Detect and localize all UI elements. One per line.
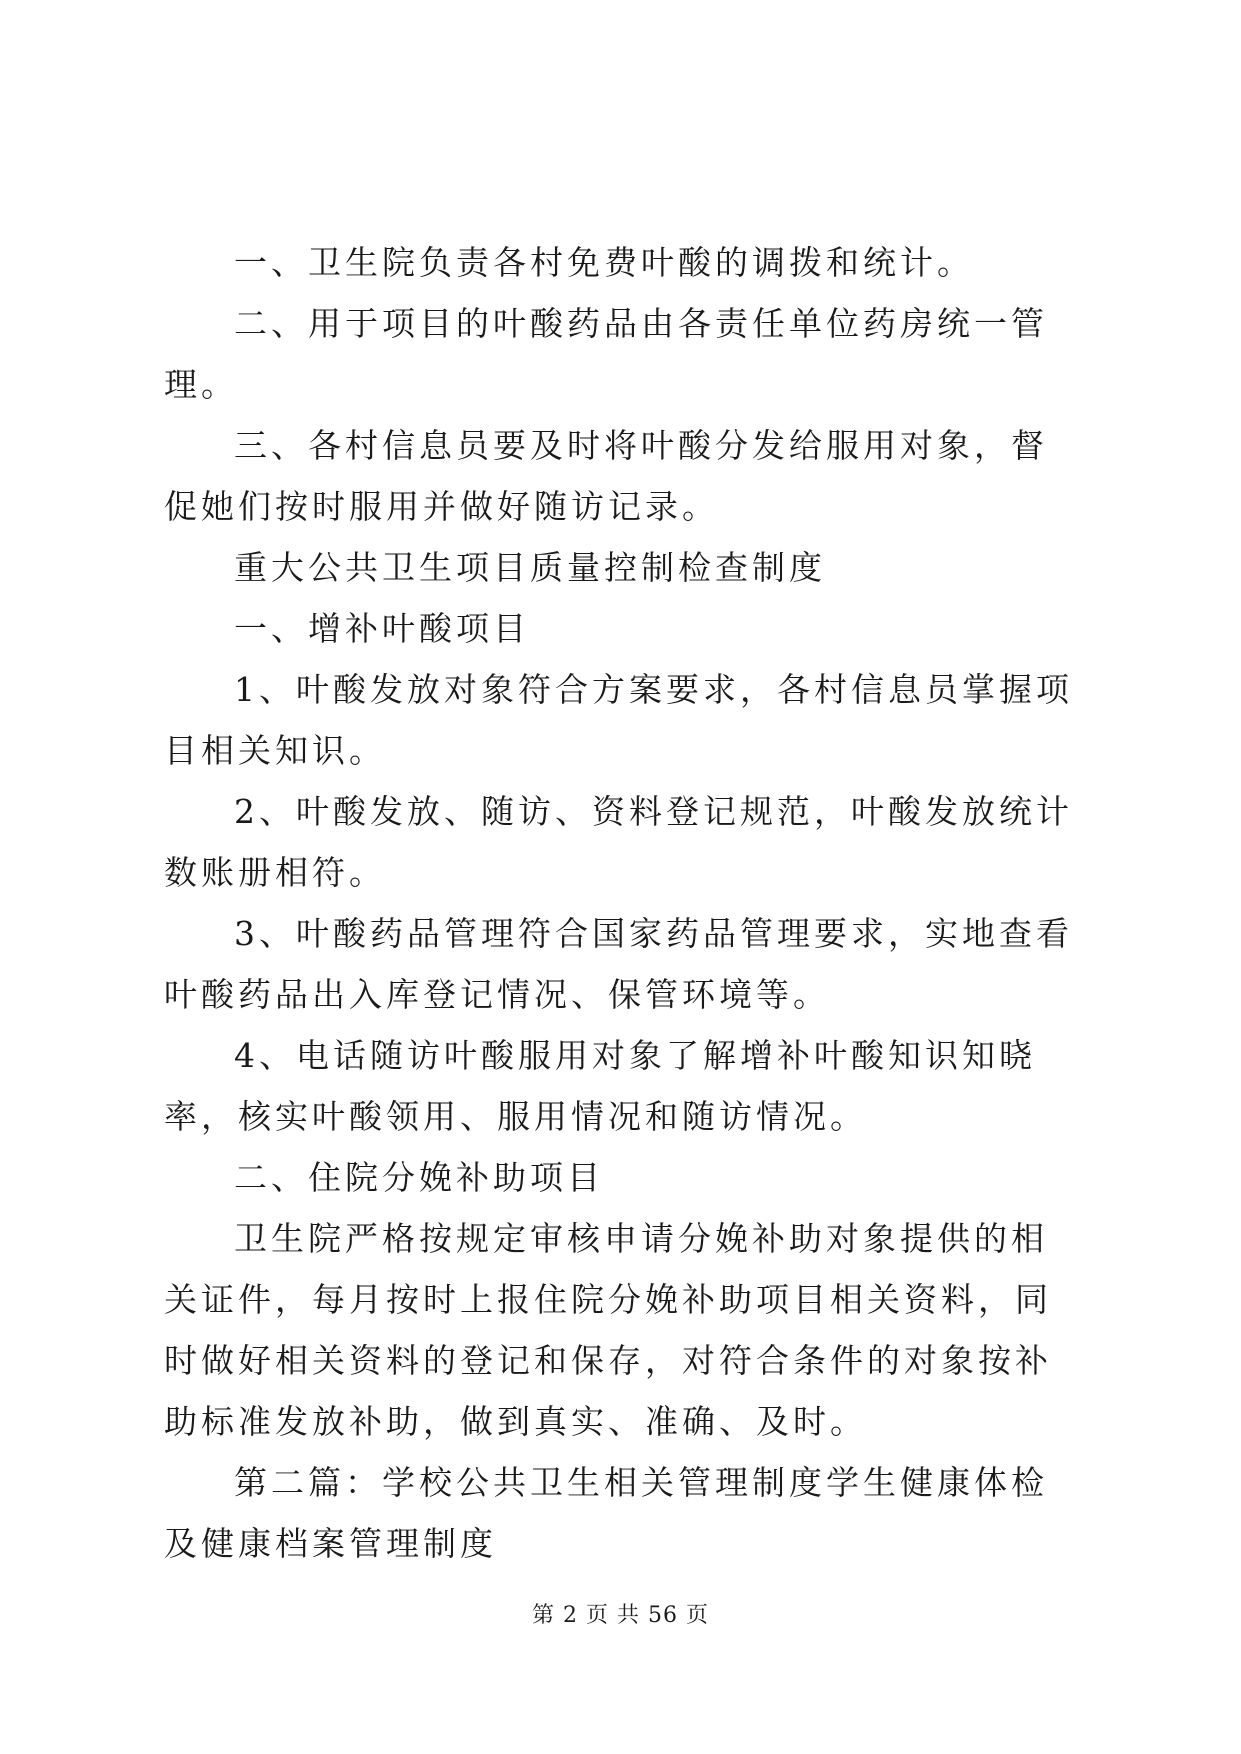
list-item-4: 4、电话随访叶酸服用对象了解增补叶酸知识知晓率，核实叶酸领用、服用情况和随访情况。 [164, 1036, 1036, 1136]
subsection-heading-1: 一、增补叶酸项目 [234, 609, 530, 648]
list-item-1: 1、叶酸发放对象符合方案要求，各村信息员掌握项目相关知识。 [164, 670, 1073, 770]
document-body [164, 232, 1084, 1574]
paragraph-2: 二、用于项目的叶酸药品由各责任单位药房统一管理。 [164, 304, 1048, 404]
subsection-heading-2: 二、住院分娩补助项目 [234, 1158, 604, 1197]
paragraph-body: 卫生院严格按规定审核申请分娩补助对象提供的相关证件，每月按时上报住院分娩补助项目相关资料，同时做好相关资料的登记和保存，对符合条件的对象按补助标准发放补助，做到真实、准确、及时。 [164, 1219, 1052, 1441]
paragraph-3: 三、各村信息员要及时将叶酸分发给服用对象，督促她们按时服用并做好随访记录。 [164, 426, 1048, 526]
chapter-heading: 第二篇：学校公共卫生相关管理制度学生健康体检及健康档案管理制度 [164, 1463, 1048, 1563]
page-number-footer: 第 2 页 共 56 页 [532, 1603, 709, 1628]
paragraph-1: 一、卫生院负责各村免费叶酸的调拨和统计。 [234, 243, 974, 282]
list-item-3: 3、叶酸药品管理符合国家药品管理要求，实地查看叶酸药品出入库登记情况、保管环境等。 [164, 914, 1073, 1014]
list-item-2: 2、叶酸发放、随访、资料登记规范，叶酸发放统计数账册相符。 [164, 792, 1073, 892]
section-heading: 重大公共卫生项目质量控制检查制度 [234, 548, 826, 587]
